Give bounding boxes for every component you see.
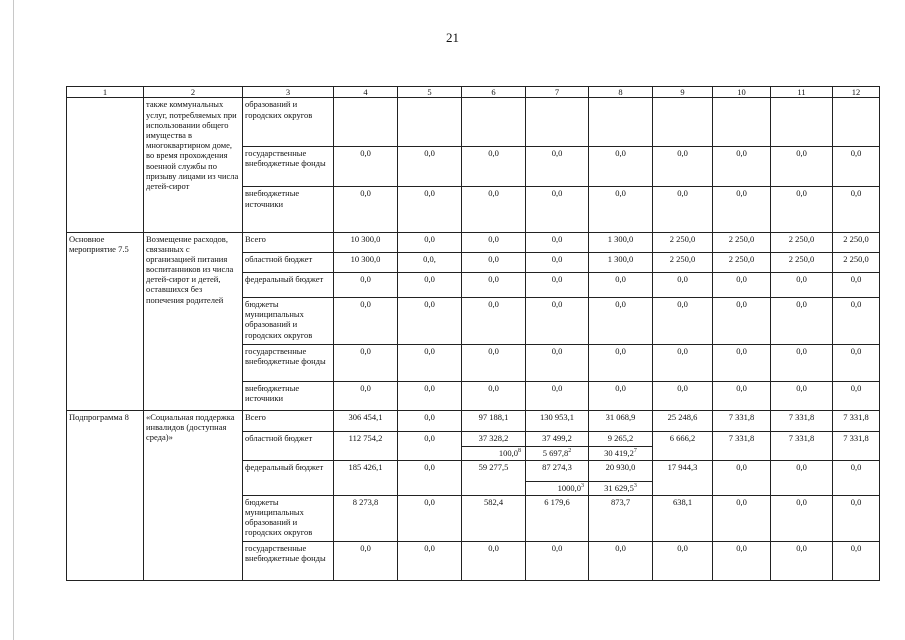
- value-cell: 0,0: [526, 381, 589, 410]
- value-cell: 0,0: [398, 146, 462, 187]
- value-cell: 0,0: [398, 541, 462, 580]
- value-cell: 0,0: [526, 252, 589, 272]
- value-cell: 0,0: [398, 460, 462, 495]
- value-cell: 0,0: [771, 381, 833, 410]
- value-cell: 59 277,5: [462, 460, 526, 495]
- funding-source-cell: областной бюджет: [243, 432, 334, 461]
- value-cell: 0,0: [462, 273, 526, 298]
- value-cell: 37 499,2: [526, 432, 589, 447]
- value-cell: 2 250,0: [771, 232, 833, 252]
- table-row: [67, 98, 880, 146]
- value-cell: 0,0: [334, 146, 398, 187]
- value-cell: 0,0: [334, 273, 398, 298]
- value-cell: [589, 98, 653, 146]
- value-cell: 130 953,1: [526, 410, 589, 431]
- funding-source-cell: федеральный бюджет: [243, 273, 334, 298]
- value-cell: 8 273,8: [334, 495, 398, 541]
- value-cell: 0,0: [526, 298, 589, 345]
- value-cell: 0,0: [334, 381, 398, 410]
- value-cell: 0,0: [526, 345, 589, 382]
- value-cell: 0,0: [462, 345, 526, 382]
- value-cell: 0,0: [653, 541, 713, 580]
- value-cell: 0,0: [833, 146, 880, 187]
- value-cell: 0,0: [398, 232, 462, 252]
- value-cell: [398, 98, 462, 146]
- header-cell: 11: [771, 87, 833, 98]
- value-cell: 0,0: [653, 345, 713, 382]
- header-cell: 12: [833, 87, 880, 98]
- value-cell: 0,0: [833, 460, 880, 495]
- value-cell: 2 250,0: [833, 252, 880, 272]
- value-cell: 1 300,0: [589, 232, 653, 252]
- value-cell: 7 331,8: [833, 432, 880, 461]
- value-cell: 7 331,8: [713, 432, 771, 461]
- value-cell: 0,0: [589, 298, 653, 345]
- value-cell: 0,0: [771, 541, 833, 580]
- value-cell: 0,0: [713, 541, 771, 580]
- header-cell: 9: [653, 87, 713, 98]
- value-cell: 2 250,0: [653, 232, 713, 252]
- value-cell: 87 274,3: [526, 460, 589, 481]
- value-cell: 0,0: [713, 187, 771, 232]
- table-row: [67, 232, 880, 252]
- value-cell: 0,0: [713, 345, 771, 382]
- value-cell: 6 666,2: [653, 432, 713, 461]
- value-cell: 0,0: [526, 541, 589, 580]
- footnote-value-cell: 30 419,2$^7$: [589, 447, 653, 461]
- value-cell: 7 331,8: [771, 432, 833, 461]
- value-cell: 0,0: [398, 432, 462, 461]
- value-cell: 0,0: [833, 495, 880, 541]
- value-cell: [334, 98, 398, 146]
- value-cell: 0,0: [462, 252, 526, 272]
- value-cell: 17 944,3: [653, 460, 713, 495]
- value-cell: 0,0: [713, 298, 771, 345]
- header-cell: 7: [526, 87, 589, 98]
- value-cell: 0,0: [833, 381, 880, 410]
- value-cell: [713, 98, 771, 146]
- value-cell: 0,0: [589, 381, 653, 410]
- value-cell: 0,0: [462, 232, 526, 252]
- funding-source-cell: государственные внебюджетные фонды: [243, 345, 334, 382]
- value-cell: 0,0: [589, 345, 653, 382]
- value-cell: 0,0: [398, 410, 462, 431]
- value-cell: 0,0: [462, 146, 526, 187]
- funding-source-cell: внебюджетные источники: [243, 187, 334, 232]
- funding-source-cell: федеральный бюджет: [243, 460, 334, 495]
- funding-source-cell: Всего: [243, 232, 334, 252]
- value-cell: 2 250,0: [771, 252, 833, 272]
- value-cell: 0,0: [713, 460, 771, 495]
- header-cell: 5: [398, 87, 462, 98]
- value-cell: 0,0: [713, 273, 771, 298]
- value-cell: 0,0: [713, 146, 771, 187]
- value-cell: 7 331,8: [713, 410, 771, 431]
- value-cell: 0,0: [589, 187, 653, 232]
- value-cell: 9 265,2: [589, 432, 653, 447]
- value-cell: 31 068,9: [589, 410, 653, 431]
- value-cell: 0,0: [771, 146, 833, 187]
- event-description-cell: также коммунальных услуг, потребляемых при использовании общего имущества в многоквартирном доме, во время прохождения военной службы по призыву лицами из числа детей-сирот: [144, 98, 243, 232]
- value-cell: 0,0: [398, 273, 462, 298]
- value-cell: [653, 98, 713, 146]
- value-cell: 0,0: [398, 187, 462, 232]
- value-cell: 0,0: [462, 298, 526, 345]
- funding-source-cell: бюджеты муниципальных образований и городских округов: [243, 298, 334, 345]
- event-description-cell: «Социальная поддержка инвалидов (доступная среда)»: [144, 410, 243, 580]
- funding-source-cell: областной бюджет: [243, 252, 334, 272]
- value-cell: 0,0: [771, 187, 833, 232]
- scan-margin-line: [13, 0, 14, 640]
- value-cell: 0,0: [653, 298, 713, 345]
- value-cell: 0,0: [462, 187, 526, 232]
- value-cell: 0,0: [833, 541, 880, 580]
- value-cell: 0,0: [526, 146, 589, 187]
- value-cell: 185 426,1: [334, 460, 398, 495]
- funding-source-cell: бюджеты муниципальных образований и городских округов: [243, 495, 334, 541]
- value-cell: 1 300,0: [589, 252, 653, 272]
- value-cell: 306 454,1: [334, 410, 398, 431]
- value-cell: 10 300,0: [334, 252, 398, 272]
- value-cell: 0,0: [398, 381, 462, 410]
- value-cell: 0,0: [526, 187, 589, 232]
- value-cell: 0,0: [713, 381, 771, 410]
- value-cell: 0,0: [589, 146, 653, 187]
- value-cell: 638,1: [653, 495, 713, 541]
- footnote-value-cell: 1000,0$^3$: [526, 482, 589, 496]
- funding-source-cell: образований и городских округов: [243, 98, 334, 146]
- event-name-cell: Основное мероприятие 7.5: [67, 232, 144, 410]
- event-name-cell: [67, 98, 144, 232]
- value-cell: 2 250,0: [653, 252, 713, 272]
- header-cell: 2: [144, 87, 243, 98]
- value-cell: 0,0: [713, 495, 771, 541]
- value-cell: 0,0,: [398, 252, 462, 272]
- value-cell: [833, 98, 880, 146]
- value-cell: 0,0: [462, 381, 526, 410]
- value-cell: 0,0: [334, 345, 398, 382]
- value-cell: 0,0: [398, 298, 462, 345]
- header-cell: 8: [589, 87, 653, 98]
- value-cell: 0,0: [653, 381, 713, 410]
- value-cell: 0,0: [833, 298, 880, 345]
- value-cell: 97 188,1: [462, 410, 526, 431]
- value-cell: 0,0: [653, 273, 713, 298]
- value-cell: 0,0: [653, 146, 713, 187]
- value-cell: 0,0: [398, 345, 462, 382]
- value-cell: 0,0: [462, 541, 526, 580]
- value-cell: 873,7: [589, 495, 653, 541]
- table-header-row: [67, 87, 880, 98]
- value-cell: 2 250,0: [713, 252, 771, 272]
- funding-source-cell: внебюджетные источники: [243, 381, 334, 410]
- header-cell: 4: [334, 87, 398, 98]
- value-cell: 582,4: [462, 495, 526, 541]
- value-cell: 0,0: [833, 273, 880, 298]
- value-cell: 0,0: [334, 298, 398, 345]
- footnote-value-cell: 100,0$^8$: [462, 447, 526, 461]
- page-number: 21: [446, 30, 459, 45]
- header-cell: 6: [462, 87, 526, 98]
- value-cell: 0,0: [771, 460, 833, 495]
- header-cell: 10: [713, 87, 771, 98]
- value-cell: 0,0: [653, 187, 713, 232]
- value-cell: 0,0: [526, 273, 589, 298]
- value-cell: 25 248,6: [653, 410, 713, 431]
- event-description-cell: Возмещение расходов, связанных с организацией питания воспитанников из числа детей-сирот и детей, оставшихся без попечения родителей: [144, 232, 243, 410]
- value-cell: 7 331,8: [833, 410, 880, 431]
- funding-source-cell: государственные внебюджетные фонды: [243, 541, 334, 580]
- value-cell: 0,0: [833, 187, 880, 232]
- value-cell: 20 930,0: [589, 460, 653, 481]
- value-cell: [526, 98, 589, 146]
- value-cell: 0,0: [833, 345, 880, 382]
- value-cell: 0,0: [771, 495, 833, 541]
- budget-table: [66, 86, 880, 581]
- funding-source-cell: государственные внебюджетные фонды: [243, 146, 334, 187]
- value-cell: 0,0: [771, 273, 833, 298]
- value-cell: 112 754,2: [334, 432, 398, 461]
- value-cell: 0,0: [771, 298, 833, 345]
- value-cell: [462, 98, 526, 146]
- value-cell: [771, 98, 833, 146]
- value-cell: 6 179,6: [526, 495, 589, 541]
- value-cell: 10 300,0: [334, 232, 398, 252]
- footnote-value-cell: 31 629,5$^3$: [589, 482, 653, 496]
- event-name-cell: Подпрограмма 8: [67, 410, 144, 580]
- footnote-value-cell: 5 697,8$^2$: [526, 447, 589, 461]
- value-cell: 0,0: [771, 345, 833, 382]
- value-cell: 0,0: [334, 541, 398, 580]
- value-cell: 0,0: [589, 273, 653, 298]
- value-cell: 2 250,0: [713, 232, 771, 252]
- value-cell: 0,0: [398, 495, 462, 541]
- value-cell: 0,0: [334, 187, 398, 232]
- header-cell: 3: [243, 87, 334, 98]
- value-cell: 37 328,2: [462, 432, 526, 447]
- value-cell: 0,0: [589, 541, 653, 580]
- value-cell: 0,0: [526, 232, 589, 252]
- funding-source-cell: Всего: [243, 410, 334, 431]
- value-cell: 7 331,8: [771, 410, 833, 431]
- value-cell: 2 250,0: [833, 232, 880, 252]
- header-cell: 1: [67, 87, 144, 98]
- table-row: [67, 410, 880, 431]
